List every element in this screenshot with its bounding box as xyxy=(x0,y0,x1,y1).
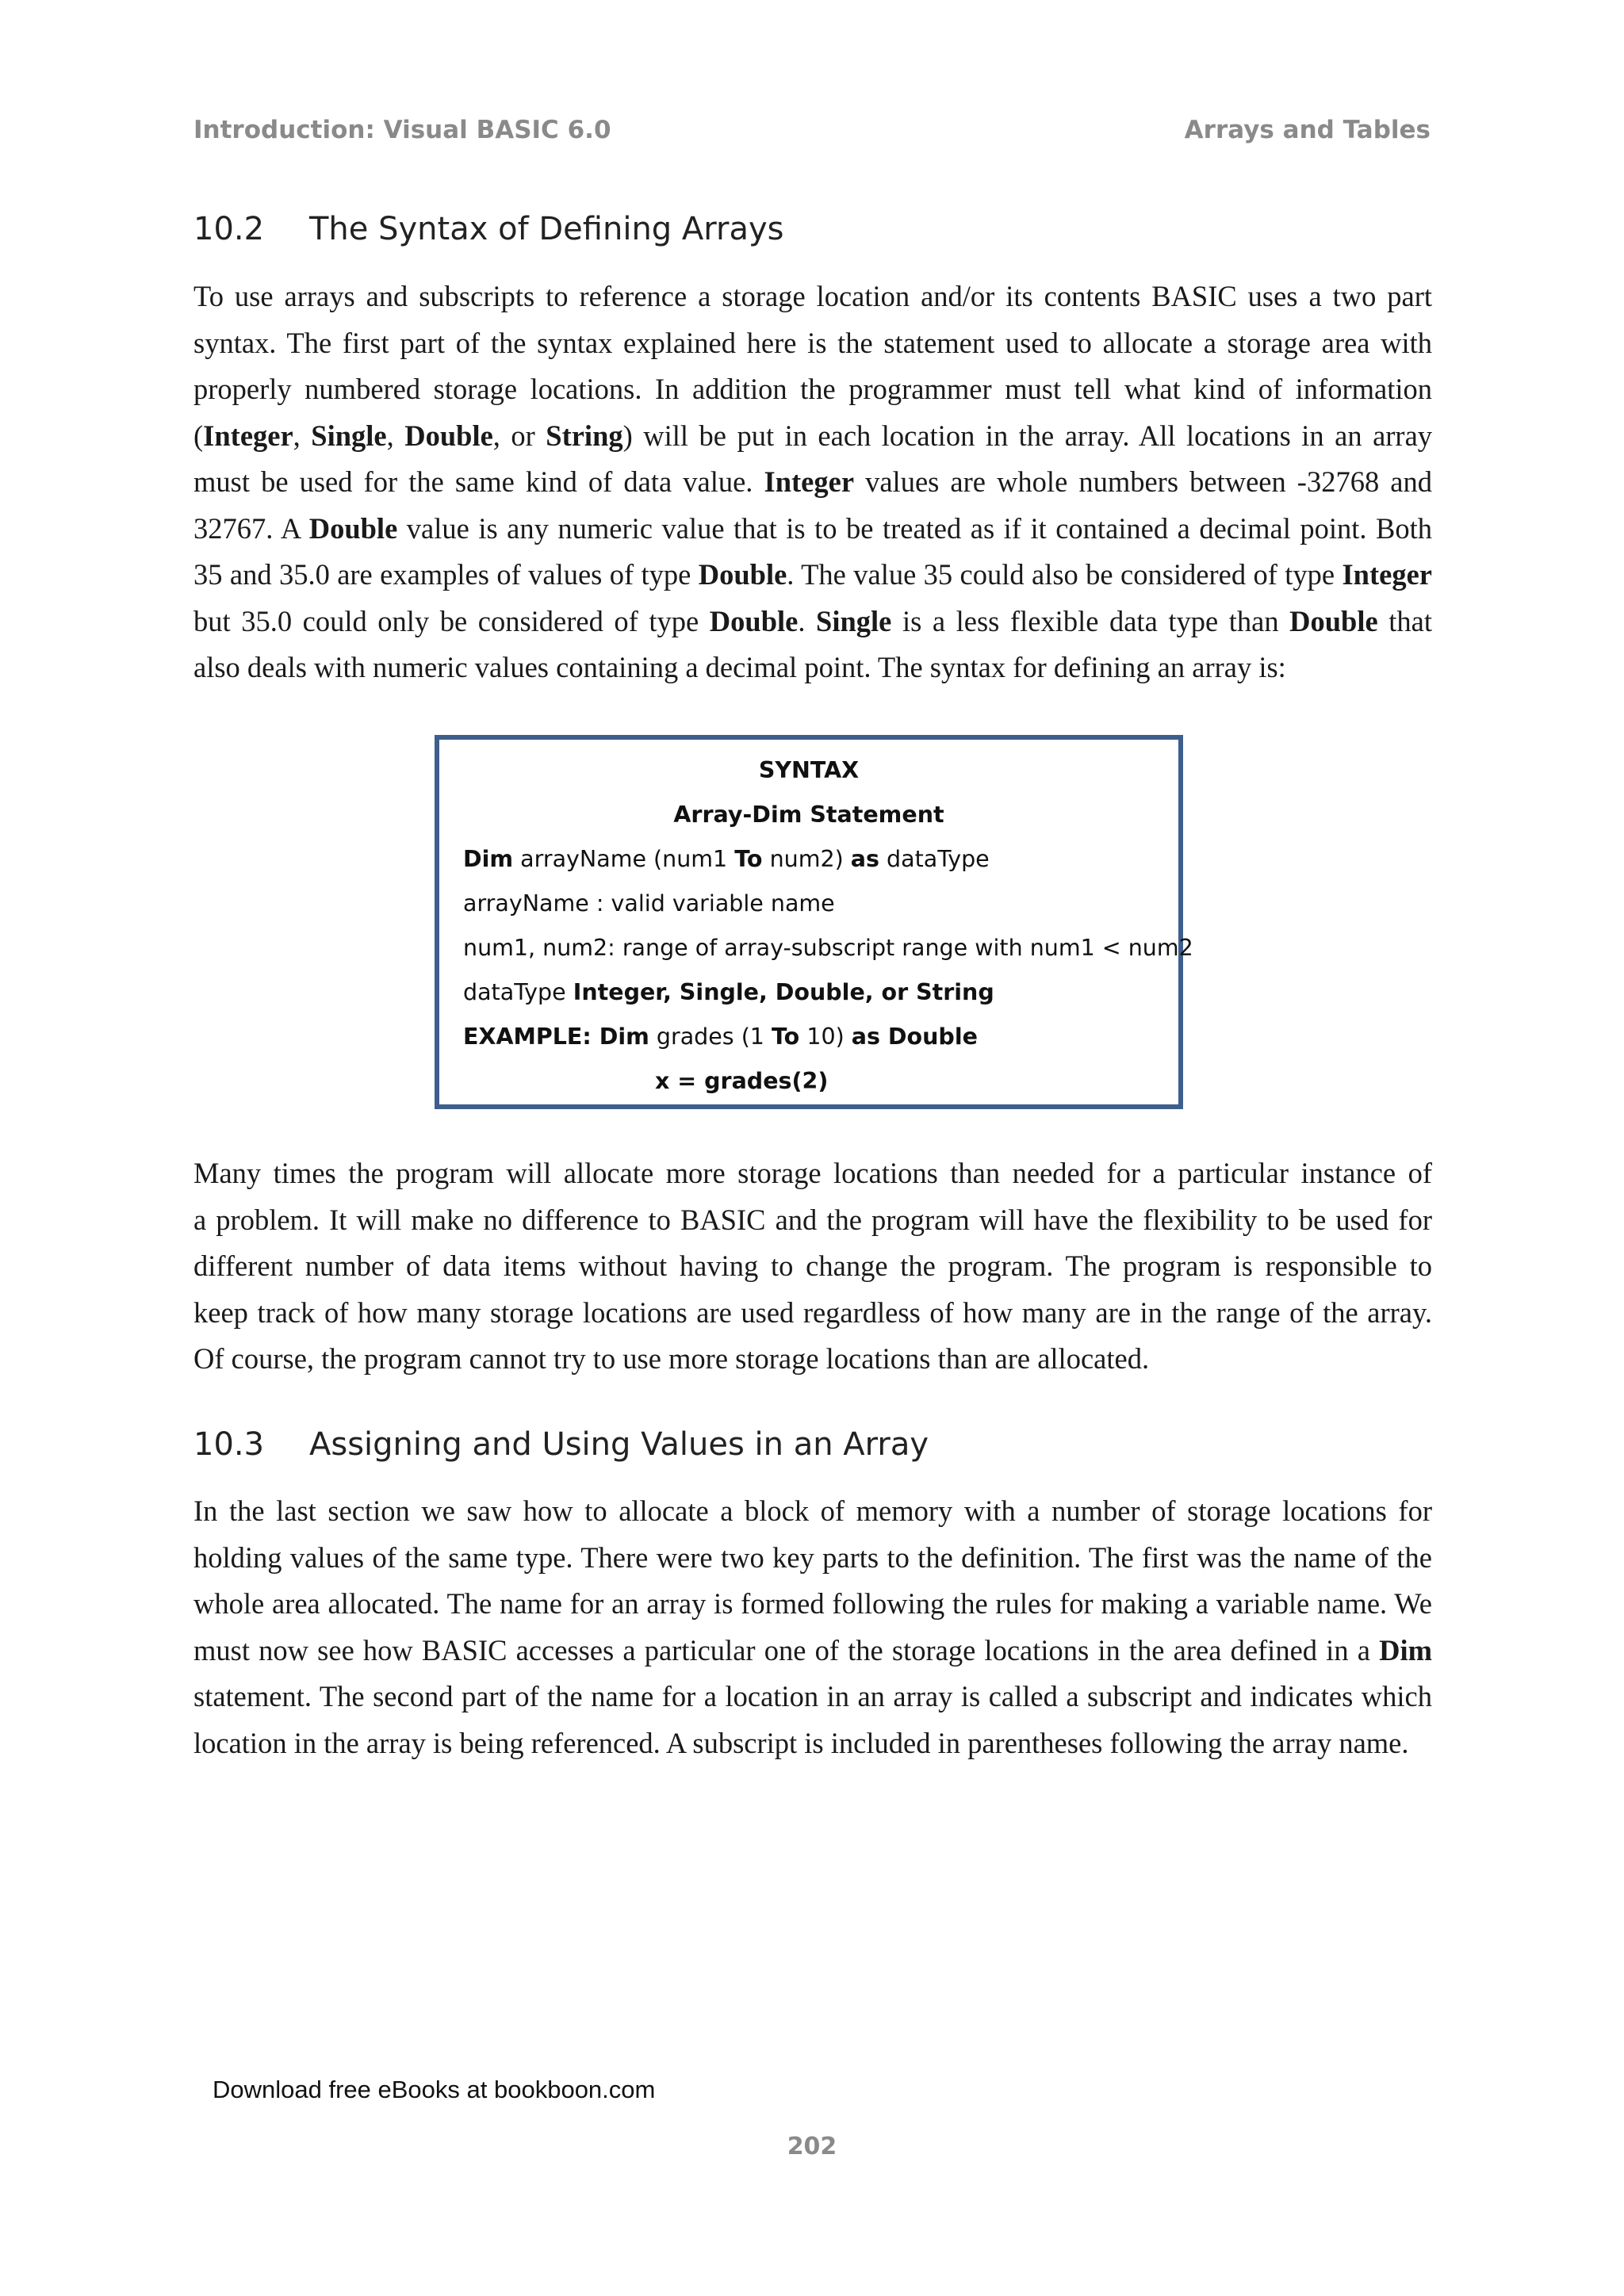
syntax-line-arrayname: arrayName : valid variable name xyxy=(463,890,835,916)
syntax-box xyxy=(435,735,1193,1109)
header-book-title: Introduction: Visual BASIC 6.0 xyxy=(193,116,611,144)
page-number: 202 xyxy=(787,2133,837,2160)
header-chapter-title: Arrays and Tables xyxy=(1184,116,1431,144)
section-number: 10.3 xyxy=(193,1426,265,1463)
section-number: 10.2 xyxy=(193,211,265,247)
section-title: The Syntax of Defining Arrays xyxy=(309,211,784,247)
syntax-line-example-access: x = grades(2) xyxy=(655,1068,829,1094)
syntax-line-range: num1, num2: range of array-subscript range with num1 < num2 xyxy=(463,935,1193,961)
syntax-line-dim: Dim arrayName (num1 To num2) as dataType xyxy=(463,846,990,872)
paragraph-array-syntax-intro: To use arrays and subscripts to reference a storage location and/or its contents BASIC uses a two part syntax. The first part of the syntax explained here is the statement used to allocate a storage area with properly numbered storage locations. In addition the programmer must tell what kind of information (Integer, Single, Double, or String) will be put in each location in the array. All locations in an array must be used for the same kind of data value. Integer values are whole numbers between -32768 and 32767. A Double value is any numeric value that is to be treated as if it contained a decimal point. Both 35 and 35.0 are examples of values of type Double. The value 35 could also be considered of type Integer but 35.0 could only be considered of type Double. Single is a less flexible data type than Double that also deals with numeric values containing a decimal point. The syntax for defining an array is: xyxy=(193,280,1433,683)
section-heading-10-3 xyxy=(193,1426,929,1463)
footer-download-link[interactable]: Download free eBooks at bookboon.com xyxy=(213,2076,656,2103)
syntax-box-subtitle: Array-Dim Statement xyxy=(673,802,944,828)
section-heading-10-2 xyxy=(193,211,783,247)
section-title: Assigning and Using Values in an Array xyxy=(309,1426,929,1463)
syntax-line-example: EXAMPLE: Dim grades (1 To 10) as Double xyxy=(463,1024,978,1050)
syntax-line-datatype: dataType Integer, Single, Double, or String xyxy=(463,979,994,1005)
paragraph-subscript-intro: In the last section we saw how to allocate a block of memory with a number of storage locations for holding values of the same type. There were two key parts to the definition. The first was the name of the whole area allocated. The name for an array is formed following the rules for making a variable name. We must now see how BASIC accesses a particular one of the storage locations in the area defined in a Dim statement. The second part of the name for a location in an array is called a subscript and indicates which location in the array is being referenced. A subscript is included in parentheses following the array name. xyxy=(193,1494,1432,1759)
syntax-box-title: SYNTAX xyxy=(758,757,860,783)
paragraph-allocation-note: Many times the program will allocate more storage locations than needed for a particular instance of a problem. It will make no difference to BASIC and the program will have the flexibility to be used for different number of data items without having to change the program. The program is responsible to keep track of how many storage locations are used regardless of how many are in the range of the array. Of course, the program cannot try to use more storage locations than are allocated. xyxy=(193,1157,1432,1375)
running-header xyxy=(193,113,1431,147)
